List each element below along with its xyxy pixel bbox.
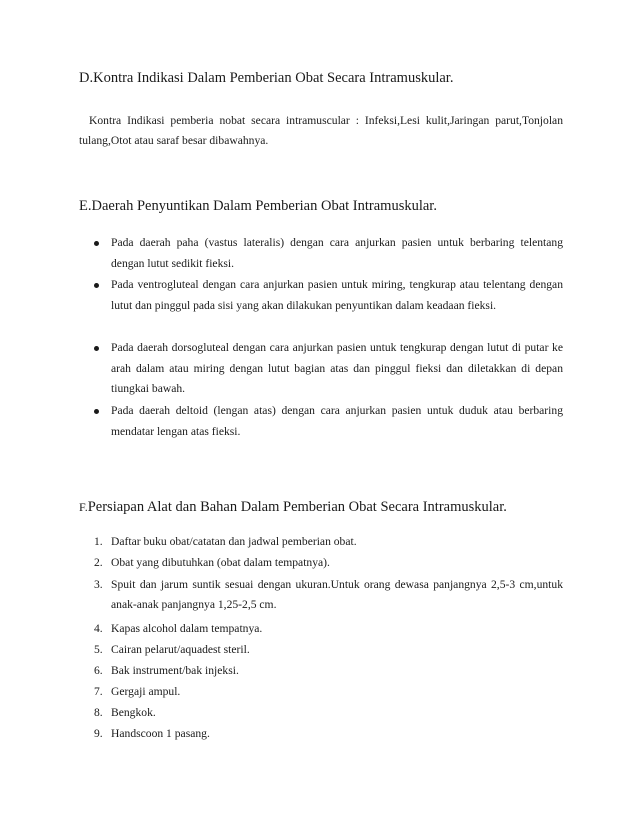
bullet-icon [94,409,99,414]
list-number: 6. [94,664,103,677]
bullet-icon [94,241,99,246]
list-number: 3. [94,578,103,591]
section-d-heading: D.Kontra Indikasi Dalam Pemberian Obat Secara Intramuskular. [79,70,454,86]
list-text: Kapas alcohol dalam tempatnya. [111,622,263,635]
bullet-text: Pada daerah deltoid (lengan atas) dengan cara anjurkan pasien untuk duduk atau berbaring mendatar lengan atas fieksi. [111,404,563,438]
list-number: 7. [94,685,103,698]
list-text: Obat yang dibutuhkan (obat dalam tempatnya). [111,556,330,569]
list-text: Daftar buku obat/catatan dan jadwal pemberian obat. [111,535,357,548]
list-number: 1. [94,535,103,548]
section-f-heading [79,498,507,516]
section-f-heading-text: Persiapan Alat dan Bahan Dalam Pemberian Obat Secara Intramuskular. [87,499,507,515]
list-text: Bengkok. [111,706,156,719]
list-number: 5. [94,643,103,656]
section-d-body: Kontra Indikasi pemberia nobat secara intramuscular : Infeksi,Lesi kulit,Jaringan parut,Tonjolan tulang,Otot atau saraf besar dibawahnya. [79,114,563,147]
section-f-heading-prefix: F. [79,500,88,514]
list-number: 9. [94,727,103,740]
list-text: Spuit dan jarum suntik sesuai dengan ukuran.Untuk orang dewasa panjangnya 2,5-3 cm,untuk anak-anak panjangnya 1,25-2,5 cm. [111,578,563,611]
list-number: 2. [94,556,103,569]
list-number: 8. [94,706,103,719]
list-text: Handscoon 1 pasang. [111,727,210,740]
bullet-text: Pada daerah paha (vastus lateralis) dengan cara anjurkan pasien untuk berbaring telentang dengan lutut sedikit fieksi. [111,236,563,270]
list-text: Cairan pelarut/aquadest steril. [111,643,250,656]
bullet-text: Pada daerah dorsogluteal dengan cara anjurkan pasien untuk tengkurap dengan lutut di putar ke arah dalam atau miring dengan lutut bagian atas dan pinggul fieksi dan diletakkan di depan tiungkai bawah. [111,341,563,395]
bullet-icon [94,283,99,288]
list-text: Bak instrument/bak injeksi. [111,664,239,677]
bullet-icon [94,346,99,351]
bullet-text: Pada ventrogluteal dengan cara anjurkan pasien untuk miring, tengkurap atau telentang dengan lutut dan pinggul pada sisi yang akan dilakukan penyuntikan dalam keadaan fieksi. [111,278,563,312]
list-number: 4. [94,622,103,635]
list-text: Gergaji ampul. [111,685,181,698]
section-e-heading: E.Daerah Penyuntikan Dalam Pemberian Obat Intramuskular. [79,198,437,214]
